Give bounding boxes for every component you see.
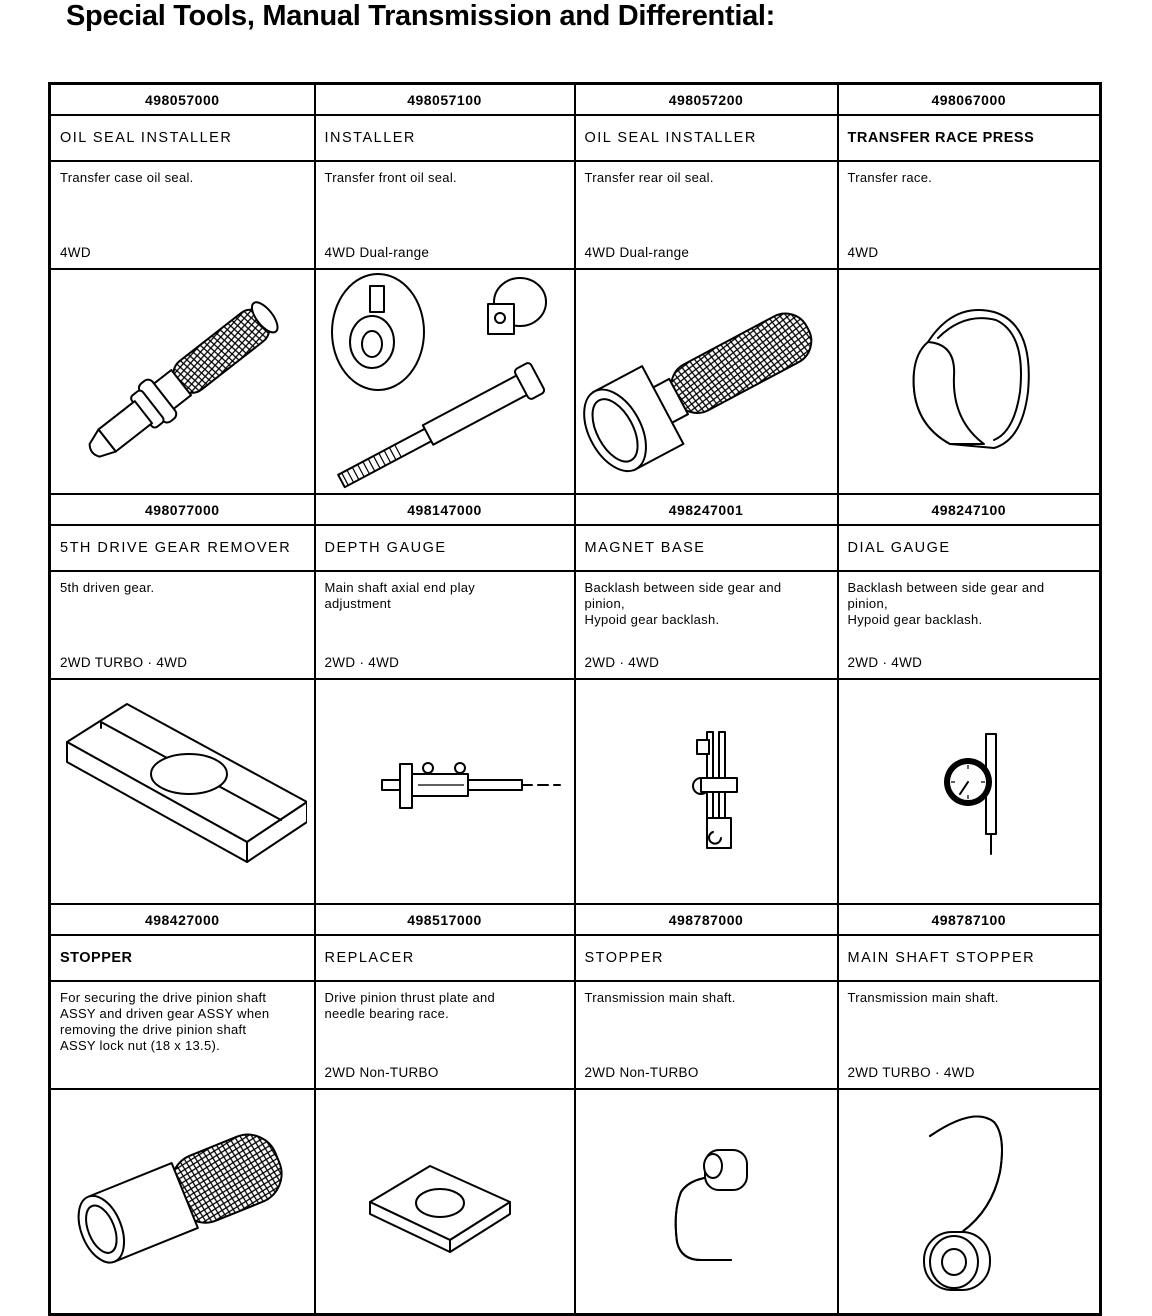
tool-description-cell (315, 981, 575, 1089)
tool-illustration-cell (838, 679, 1101, 904)
tool-application: 4WD (847, 245, 879, 260)
part-number: 498787100 (838, 904, 1101, 935)
tool-description: For securing the drive pinion shaft ASSY and driven gear ASSY when removing the drive pinion shaft ASSY lock nut (18 x 13.5). (60, 990, 270, 1053)
tool-name: DIAL GAUGE (838, 525, 1101, 571)
transfer-race-press-icon (844, 272, 1094, 492)
tool-description: Transmission main shaft. (847, 990, 999, 1005)
tool-description-cell (315, 161, 575, 269)
part-number: 498247100 (838, 494, 1101, 525)
tool-name-row (50, 525, 1101, 571)
replacer-icon (320, 1092, 570, 1312)
part-number: 498057100 (315, 84, 575, 116)
tool-description-cell (575, 981, 838, 1089)
tool-illustration-cell (838, 269, 1101, 494)
tool-description-cell (575, 161, 838, 269)
tool-description: Transmission main shaft. (584, 990, 736, 1005)
part-number: 498067000 (838, 84, 1101, 116)
tool-description: Backlash between side gear and pinion, Hypoid gear backlash. (584, 580, 782, 627)
tool-description-cell (50, 571, 315, 679)
tool-name: MAIN SHAFT STOPPER (838, 935, 1101, 981)
tool-name: DEPTH GAUGE (315, 525, 575, 571)
tool-application: 4WD Dual-range (324, 245, 430, 260)
page-title: Special Tools, Manual Transmission and Differential: (66, 0, 776, 32)
tool-illustration-row (50, 679, 1101, 904)
tool-illustration-cell (50, 1089, 315, 1315)
tool-description-row (50, 571, 1101, 679)
tool-name: OIL SEAL INSTALLER (50, 115, 315, 161)
tool-illustration-cell (50, 269, 315, 494)
tool-description-cell (838, 981, 1101, 1089)
part-number-row (50, 84, 1101, 116)
tool-name: STOPPER (50, 935, 315, 981)
tool-description: Backlash between side gear and pinion, Hypoid gear backlash. (847, 580, 1045, 627)
oil-seal-installer-icon (57, 272, 307, 492)
tool-description: 5th driven gear. (60, 580, 155, 595)
dial-gauge-icon (844, 682, 1094, 902)
tool-description-cell (838, 161, 1101, 269)
part-number: 498077000 (50, 494, 315, 525)
tool-illustration-cell (575, 679, 838, 904)
tool-description-cell (50, 981, 315, 1089)
tool-illustration-cell (575, 269, 838, 494)
tool-description: Transfer case oil seal. (60, 170, 194, 185)
stopper-sleeve-icon (57, 1092, 307, 1312)
tool-name-row (50, 935, 1101, 981)
part-number: 498057200 (575, 84, 838, 116)
part-number: 498517000 (315, 904, 575, 935)
tool-illustration-cell (315, 679, 575, 904)
tool-name: INSTALLER (315, 115, 575, 161)
tool-description-cell (50, 161, 315, 269)
tool-application: 4WD (60, 245, 91, 260)
tool-application: 2WD TURBO · 4WD (60, 655, 188, 670)
tool-application: 2WD Non-TURBO (584, 1065, 699, 1080)
stopper-icon (581, 1092, 831, 1312)
tool-illustration-row (50, 1089, 1101, 1315)
tools-table (48, 82, 1102, 1316)
tool-description: Main shaft axial end play adjustment (324, 580, 476, 611)
tool-illustration-cell (315, 269, 575, 494)
tool-description: Drive pinion thrust plate and needle bearing race. (324, 990, 496, 1021)
tool-description-row (50, 981, 1101, 1089)
part-number: 498247001 (575, 494, 838, 525)
tool-application: 2WD Non-TURBO (324, 1065, 439, 1080)
tool-description: Transfer race. (847, 170, 933, 185)
tool-name-row (50, 115, 1101, 161)
tool-illustration-cell (838, 1089, 1101, 1315)
tool-description-cell (315, 571, 575, 679)
part-number: 498147000 (315, 494, 575, 525)
rear-oil-seal-installer-icon (581, 272, 831, 492)
drive-gear-remover-icon (57, 682, 307, 902)
tool-application: 4WD Dual-range (584, 245, 690, 260)
tool-application: 2WD · 4WD (584, 655, 660, 670)
tool-illustration-cell (315, 1089, 575, 1315)
part-number: 498057000 (50, 84, 315, 116)
tool-application: 2WD · 4WD (847, 655, 923, 670)
installer-icon (320, 272, 570, 492)
tool-name: STOPPER (575, 935, 838, 981)
part-number-row (50, 904, 1101, 935)
tool-illustration-row (50, 269, 1101, 494)
tool-illustration-cell (575, 1089, 838, 1315)
tool-name: TRANSFER RACE PRESS (838, 115, 1101, 161)
tool-name: 5TH DRIVE GEAR REMOVER (50, 525, 315, 571)
tool-application: 2WD TURBO · 4WD (847, 1065, 975, 1080)
part-number-row (50, 494, 1101, 525)
depth-gauge-icon (320, 682, 570, 902)
tool-description-cell (838, 571, 1101, 679)
tool-name: OIL SEAL INSTALLER (575, 115, 838, 161)
part-number: 498427000 (50, 904, 315, 935)
main-shaft-stopper-icon (844, 1092, 1094, 1312)
tool-name: REPLACER (315, 935, 575, 981)
tool-description-row (50, 161, 1101, 269)
tool-name: MAGNET BASE (575, 525, 838, 571)
tool-illustration-cell (50, 679, 315, 904)
tool-description-cell (575, 571, 838, 679)
part-number: 498787000 (575, 904, 838, 935)
tool-description: Transfer front oil seal. (324, 170, 457, 185)
tool-description: Transfer rear oil seal. (584, 170, 714, 185)
magnet-base-icon (581, 682, 831, 902)
tool-application: 2WD · 4WD (324, 655, 400, 670)
